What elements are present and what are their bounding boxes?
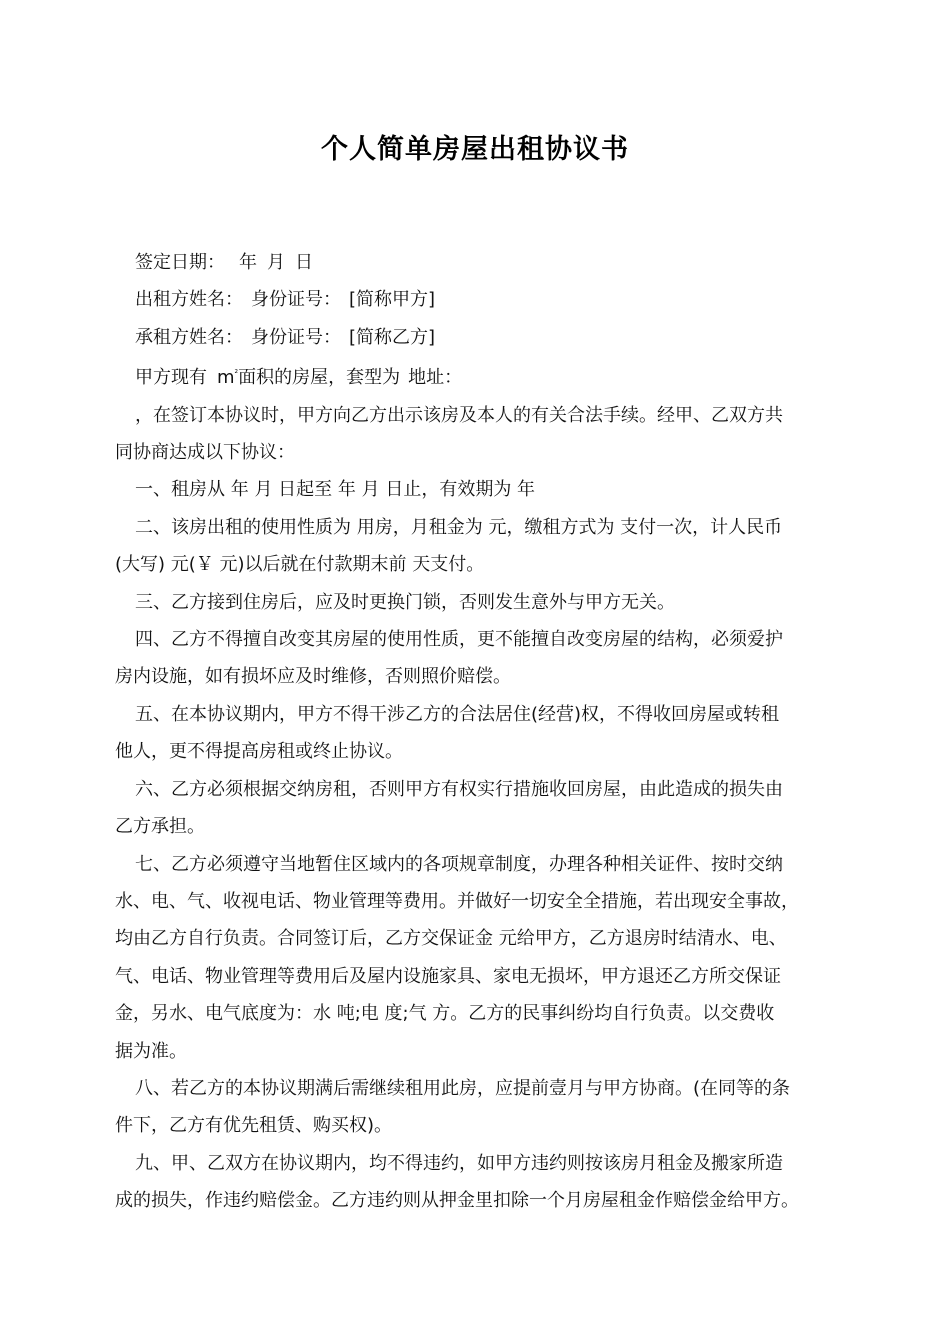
clause-8-line-2: 件下，乙方有优先租赁、购买权)。 — [115, 1115, 393, 1137]
clause-4-line-2: 房内设施，如有损坏应及时维修，否则照价赔偿。 — [115, 666, 511, 688]
clause-6-line-2: 乙方承担。 — [115, 816, 205, 838]
document-title: 个人简单房屋出租协议书 — [321, 134, 629, 165]
document-body — [115, 244, 850, 1220]
lessee-id-label: 身份证号： — [251, 326, 341, 348]
clause-1: 一、租房从 年 月 日起至 年 月 日止，有效期为 年 — [135, 479, 536, 501]
clause-5-line-1: 五、在本协议期内，甲方不得干涉乙方的合法居住(经营)权，不得收回房屋或转租 — [135, 703, 780, 725]
clause-7-line-6: 据为准。 — [115, 1040, 187, 1062]
clause-7-line-2: 水、电、气、收视电话、物业管理等费用。并做好一切安全全措施，若出现安全事故， — [115, 890, 799, 912]
area-unit-superscript: ² — [234, 369, 239, 380]
clause-4-line-1: 四、乙方不得擅自改变其房屋的使用性质，更不能擅自改变房屋的结构，必须爱护 — [135, 629, 783, 651]
property-text-3: 地址： — [408, 367, 463, 389]
lessee-name-label: 承租方姓名： — [135, 326, 243, 348]
property-text-2: 面积的房屋，套型为 — [238, 367, 401, 389]
lessor-line — [115, 281, 850, 318]
area-unit: m — [217, 367, 235, 389]
clause-7-line-3: 均由乙方自行负责。合同签订后，乙方交保证金 元给甲方，乙方退房时结清水、电、 — [115, 928, 787, 950]
clause-3: 三、乙方接到住房后，应及时更换门锁，否则发生意外与甲方无关。 — [135, 591, 675, 613]
sign-date-year: 年 — [239, 252, 257, 273]
clause-6-line-1: 六、乙方必须根据交纳房租，否则甲方有权实行措施收回房屋，由此造成的损失由 — [135, 778, 783, 800]
lessee-abbreviation: [简称乙方] — [349, 326, 436, 348]
clause-7-line-4: 气、电话、物业管理等费用后及屋内设施家具、家电无损坏，甲方退还乙方所交保证 — [115, 965, 781, 987]
sign-date-day: 日 — [295, 252, 313, 273]
lessor-id-label: 身份证号： — [251, 289, 341, 311]
clause-9-line-1: 九、甲、乙双方在协议期内，均不得违约，如甲方违约则按该房月租金及搬家所造 — [135, 1152, 783, 1174]
preamble-line-2: 同协商达成以下协议： — [115, 442, 295, 464]
clause-2-line-1: 二、该房出租的使用性质为 用房，月租金为 元，缴租方式为 支付一次，计人民币 — [135, 516, 783, 538]
lessee-line — [115, 319, 850, 356]
property-text-1: 甲方现有 — [135, 367, 207, 389]
clause-5-line-2: 他人，更不得提高房租或终止协议。 — [115, 741, 403, 763]
clause-7-line-1: 七、乙方必须遵守当地暂住区域内的各项规章制度，办理各种相关证件、按时交纳 — [135, 853, 783, 875]
lessor-abbreviation: [简称甲方] — [349, 289, 436, 311]
clause-2-line-2: (大写) 元(￥ 元)以后就在付款期末前 天支付。 — [115, 554, 485, 576]
preamble-line-1: ，在签订本协议时，甲方向乙方出示该房及本人的有关合法手续。经甲、乙双方共 — [135, 404, 783, 426]
clause-8-line-1: 八、若乙方的本协议期满后需继续租用此房，应提前壹月与甲方协商。(在同等的条 — [135, 1077, 791, 1099]
clause-9-line-2: 成的损失，作违约赔偿金。乙方违约则从押金里扣除一个月房屋租金作赔偿金给甲方。 — [115, 1190, 799, 1212]
sign-date-line — [115, 244, 850, 281]
lessor-name-label: 出租方姓名： — [135, 289, 243, 311]
sign-date-label: 签定日期： — [135, 252, 225, 273]
property-line — [115, 356, 850, 396]
sign-date-month: 月 — [267, 252, 285, 273]
clause-7-line-5: 金，另水、电气底度为：水 吨;电 度;气 方。乙方的民事纠纷均自行负责。以交费收 — [115, 1003, 775, 1025]
